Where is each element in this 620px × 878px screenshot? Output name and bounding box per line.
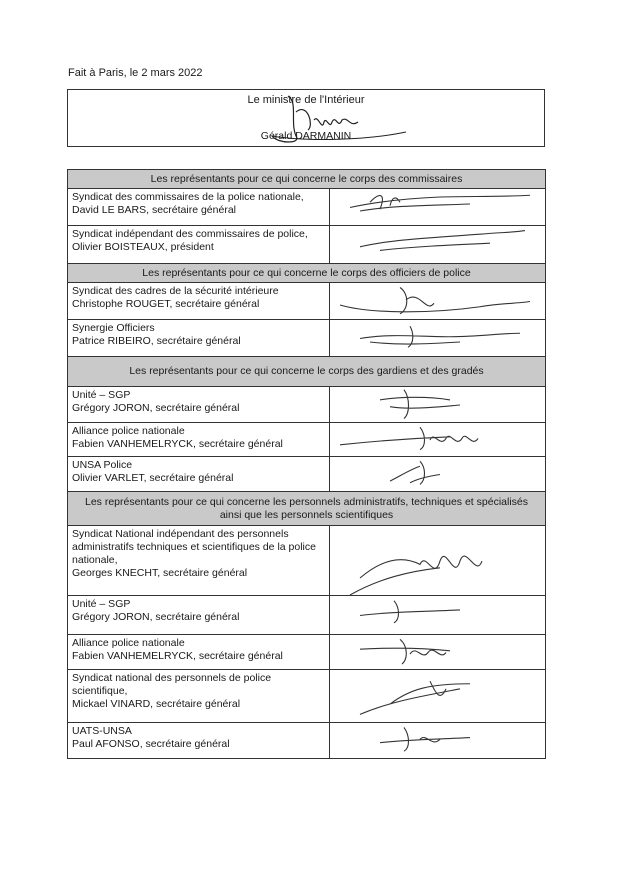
signatory-text-line: scientifique, bbox=[72, 685, 128, 697]
signatory-row bbox=[68, 283, 546, 320]
signatory-text-line: Syndicat National indépendant des personnels bbox=[72, 528, 289, 540]
signatory-text-line: Georges KNECHT, secrétaire général bbox=[72, 567, 248, 579]
handwritten-signature bbox=[330, 527, 544, 595]
signature-cell bbox=[330, 226, 546, 264]
signature-table bbox=[67, 169, 546, 759]
handwritten-signature bbox=[330, 458, 544, 491]
section-header-line: Les représentants pour ce qui concerne le corps des commissaires bbox=[150, 172, 463, 185]
signatory-text-line: Syndicat des cadres de la sécurité intérieure bbox=[72, 285, 279, 297]
signatory-row bbox=[68, 457, 546, 492]
signature-cell bbox=[330, 423, 546, 457]
signature-cell bbox=[330, 596, 546, 635]
signatory-name-cell bbox=[68, 670, 330, 723]
signatory-row bbox=[68, 635, 546, 670]
signatory-name-cell bbox=[68, 635, 330, 670]
handwritten-signature bbox=[330, 284, 544, 319]
minister-name: Gérald DARMANIN bbox=[260, 130, 352, 142]
signatory-text-line: UNSA Police bbox=[72, 459, 133, 471]
signatory-row bbox=[68, 670, 546, 723]
signature-cell bbox=[330, 387, 546, 423]
signature-cell bbox=[330, 670, 546, 723]
signatory-text-line: Grégory JORON, secrétaire général bbox=[72, 402, 240, 414]
signatory-name-cell bbox=[68, 526, 330, 596]
signatory-row bbox=[68, 226, 546, 264]
signatory-text-line: administratifs techniques et scientifiques de la police bbox=[72, 541, 316, 553]
signatory-text-line: Fabien VANHEMELRYCK, secrétaire général bbox=[72, 650, 283, 662]
signatory-row bbox=[68, 596, 546, 635]
signatory-text-line: nationale, bbox=[72, 554, 118, 566]
signatory-name-cell bbox=[68, 723, 330, 759]
signature-cell bbox=[330, 283, 546, 320]
signatory-text-line: Grégory JORON, secrétaire général bbox=[72, 611, 240, 623]
handwritten-signature bbox=[330, 636, 544, 669]
signatory-name-cell bbox=[68, 283, 330, 320]
handwritten-signature bbox=[330, 227, 544, 263]
signatory-text-line: Patrice RIBEIRO, secrétaire général bbox=[72, 335, 241, 347]
date-line: Fait à Paris, le 2 mars 2022 bbox=[68, 67, 203, 79]
handwritten-signature bbox=[330, 424, 544, 456]
signatory-text-line: Alliance police nationale bbox=[72, 637, 185, 649]
signatory-row bbox=[68, 189, 546, 226]
minister-title: Le ministre de l'Intérieur bbox=[247, 94, 365, 106]
handwritten-signature bbox=[330, 597, 544, 634]
handwritten-signature bbox=[330, 321, 544, 356]
signatory-text-line: Unité – SGP bbox=[72, 389, 131, 401]
handwritten-signature bbox=[330, 671, 544, 722]
section-header-line: ainsi que les personnels scientifiques bbox=[219, 508, 394, 521]
signature-cell bbox=[330, 723, 546, 759]
signatory-row bbox=[68, 387, 546, 423]
handwritten-signature bbox=[330, 724, 544, 758]
section-header bbox=[68, 492, 546, 526]
signature-cell bbox=[330, 457, 546, 492]
section-header-line: Les représentants pour ce qui concerne les personnels administratifs, techniques et spécialisés bbox=[85, 495, 528, 508]
handwritten-signature bbox=[330, 190, 544, 225]
signatory-name-cell bbox=[68, 457, 330, 492]
section-header-line: Les représentants pour ce qui concerne le corps des gardiens et des gradés bbox=[129, 365, 484, 377]
signatory-text-line: Synergie Officiers bbox=[72, 322, 155, 334]
section-header bbox=[68, 357, 546, 387]
signatory-text-line: Alliance police nationale bbox=[72, 425, 185, 437]
signature-cell bbox=[330, 635, 546, 670]
signatory-text-line: Christophe ROUGET, secrétaire général bbox=[72, 298, 260, 310]
signatory-text-line: Unité – SGP bbox=[72, 598, 131, 610]
section-header bbox=[68, 264, 546, 283]
signatory-row bbox=[68, 423, 546, 457]
signatory-text-line: Syndicat national des personnels de police bbox=[72, 672, 272, 684]
signatory-name-cell bbox=[68, 387, 330, 423]
signature-cell bbox=[330, 526, 546, 596]
signature-cell bbox=[330, 320, 546, 357]
signatory-row bbox=[68, 723, 546, 759]
signature-cell bbox=[330, 189, 546, 226]
signatory-text-line: Syndicat indépendant des commissaires de police, bbox=[72, 228, 308, 240]
signatory-text-line: Olivier VARLET, secrétaire général bbox=[72, 472, 234, 484]
signatory-name-cell bbox=[68, 423, 330, 457]
section-header bbox=[68, 170, 546, 189]
signatory-name-cell bbox=[68, 189, 330, 226]
signatory-text-line: Mickael VINARD, secrétaire général bbox=[72, 698, 241, 710]
section-header-line: Les représentants pour ce qui concerne le corps des officiers de police bbox=[142, 266, 471, 279]
signatory-name-cell bbox=[68, 596, 330, 635]
signatory-row bbox=[68, 526, 546, 596]
signatory-name-cell bbox=[68, 320, 330, 357]
handwritten-signature bbox=[330, 388, 544, 422]
signatory-text-line: David LE BARS, secrétaire général bbox=[72, 204, 236, 216]
signatory-text-line: Olivier BOISTEAUX, président bbox=[72, 241, 214, 253]
signatory-text-line: UATS-UNSA bbox=[72, 725, 132, 737]
minister-signature-box bbox=[67, 89, 545, 147]
signatory-row bbox=[68, 320, 546, 357]
signatory-name-cell bbox=[68, 226, 330, 264]
signatory-text-line: Fabien VANHEMELRYCK, secrétaire général bbox=[72, 438, 283, 450]
signatory-text-line: Paul AFONSO, secrétaire général bbox=[72, 738, 230, 750]
signatory-text-line: Syndicat des commissaires de la police nationale, bbox=[72, 191, 304, 203]
